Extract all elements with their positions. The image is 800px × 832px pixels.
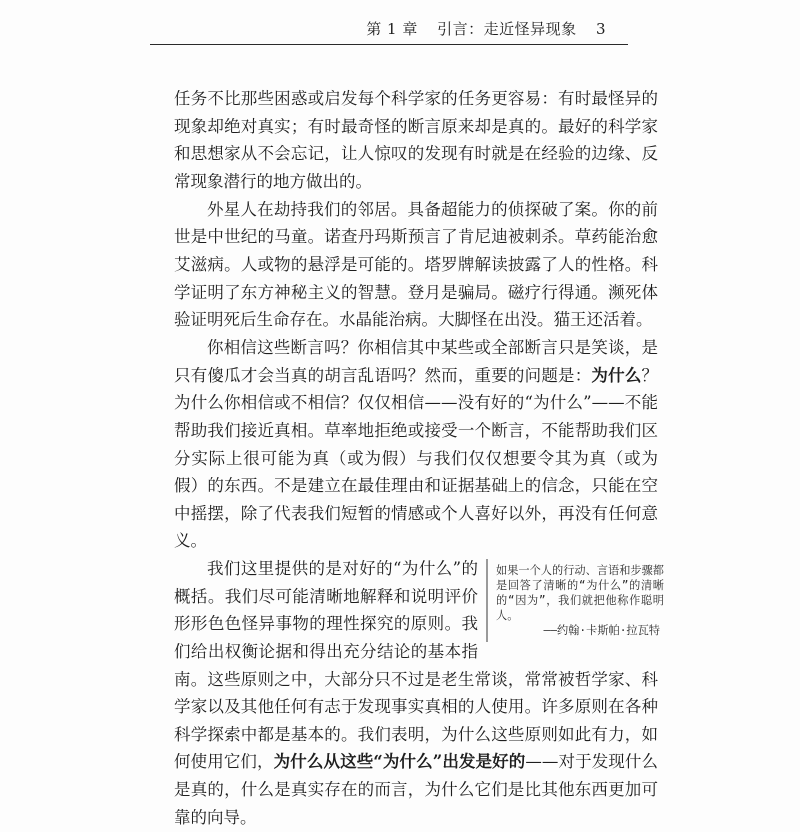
running-head [366, 18, 606, 39]
sidebar-quote-attribution: ——约翰·卡斯帕·拉瓦特 [543, 624, 660, 638]
paragraph-4 [174, 555, 664, 831]
sidebar-quote-text: 如果一个人的行动、言语和步骤都是回答了清晰的“为什么”的清晰的“因为”，我们就把他称作聪明人。 [496, 564, 664, 623]
paragraph-3-part-b: ？为什么你相信或不相信？仅仅相信——没有好的“为什么”——不能帮助我们接近真相。草率地拒绝或接受一个断言，不能帮助我们区分实际上很可能为真（或为假）与我们仅仅想要令其为真（或为假）的东西。不是建立在最佳理由和证据基础上的信念，只能在空中摇摆，除了代表我们短暂的情感或个人喜好以外，再没有任何意义。 [174, 365, 659, 551]
chapter-number: 第 1 章 [366, 20, 418, 38]
paragraph-4-part-a: 我们这里提供的是对好的“为什么”的概括。我们尽可能清晰地解释和说明评价形形色色怪异事物的理性探究的原则。我们给出权衡论据和得出充分结论的基本指南。这些原则之中，大部分只不过是老生常谈，常常被哲学家、科学家以及其他任何有志于发现事实真相的人使用。许多原则在各种科学探索中都是基本的。我们表明，为什么这些原则如此有力，如何使用它们， [174, 559, 658, 772]
paragraph-4-part-b: ——对于发现什么是真的，什么是真实存在的而言，为什么它们是比其他东西更加可靠的向导。 [174, 752, 659, 827]
paragraph-3-emphasis: 为什么 [591, 365, 642, 385]
header-rule [150, 44, 628, 45]
paragraph-3-part-a: 你相信这些断言吗？你相信其中某些或全部断言只是笑谈，是只有傻瓜才会当真的胡言乱语吗？然而，重要的问题是： [174, 338, 658, 385]
paragraph-3 [174, 334, 658, 555]
page-number: 3 [595, 20, 606, 38]
sidebar-quote [486, 559, 664, 642]
paragraph-2: 外星人在劫持我们的邻居。具备超能力的侦探破了案。你的前世是中世纪的马童。诺查丹玛斯预言了肯尼迪被刺杀。草药能治愈艾滋病。人或物的悬浮是可能的。塔罗牌解读披露了人的性格。科学证明了东方神秘主义的智慧。登月是骗局。磁疗行得通。濒死体验证明死后生命存在。水晶能治病。大脚怪在出没。猫王还活着。 [174, 199, 658, 330]
paragraph-4-emphasis: 为什么从这些“为什么”出发是好的 [273, 752, 526, 772]
paragraph-1: 任务不比那些困惑或启发每个科学家的任务更容易：有时最怪异的现象却绝对真实；有时最奇怪的断言原来却是真的。最好的科学家和思想家从不会忘记，让人惊叹的发现有时就是在经验的边缘、反常现象潜行的地方做出的。 [174, 89, 658, 191]
body-text [174, 85, 664, 832]
chapter-title: 引言：走近怪异现象 [437, 20, 577, 38]
